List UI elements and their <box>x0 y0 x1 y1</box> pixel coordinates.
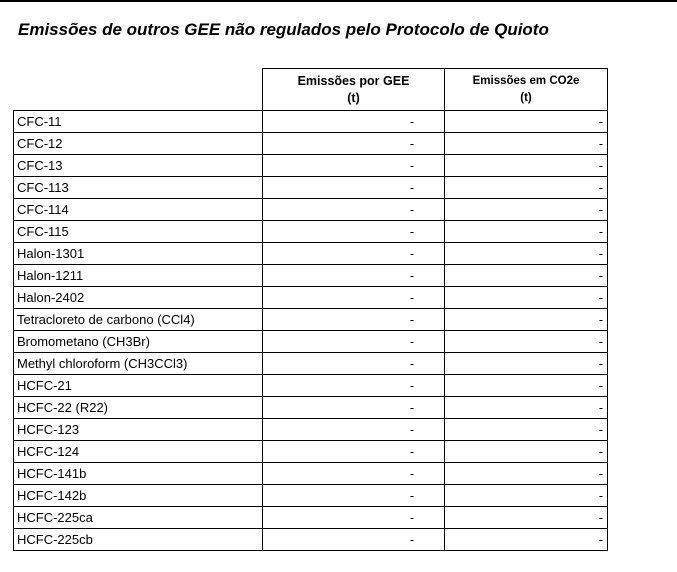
emissions-gee-cell: - <box>263 419 445 441</box>
emissions-gee-cell: - <box>263 441 445 463</box>
emissions-co2e-cell: - <box>445 485 608 507</box>
emissions-gee-cell: - <box>263 485 445 507</box>
page-title: Emissões de outros GEE não regulados pelo Protocolo de Quioto <box>18 20 549 39</box>
emissions-co2e-cell: - <box>445 309 608 331</box>
table-row <box>14 331 608 353</box>
emissions-gee-cell: - <box>263 287 445 309</box>
gas-name-cell: HCFC-142b <box>14 485 263 507</box>
emissions-gee-cell: - <box>263 331 445 353</box>
emissions-gee-cell: - <box>263 155 445 177</box>
header-emissions-co2e-label: Emissões em CO2e <box>472 74 580 87</box>
gas-name-cell: Halon-1301 <box>14 243 263 265</box>
table-row <box>14 199 608 221</box>
table-row <box>14 419 608 441</box>
emissions-gee-cell: - <box>263 397 445 419</box>
emissions-gee-cell: - <box>263 375 445 397</box>
emissions-gee-cell: - <box>263 463 445 485</box>
gas-name-cell: Halon-2402 <box>14 287 263 309</box>
table-row <box>14 529 608 551</box>
header-emissions-gee-label: Emissões por GEE <box>297 73 410 88</box>
table-row <box>14 221 608 243</box>
table-row <box>14 265 608 287</box>
table-row <box>14 133 608 155</box>
table-row <box>14 507 608 529</box>
gas-name-cell: HCFC-141b <box>14 463 263 485</box>
emissions-co2e-cell: - <box>445 507 608 529</box>
gas-name-cell: CFC-12 <box>14 133 263 155</box>
table-row <box>14 287 608 309</box>
emissions-co2e-cell: - <box>445 419 608 441</box>
gas-name-cell: Methyl chloroform (CH3CCl3) <box>14 353 263 375</box>
header-emissions-co2e-unit: (t) <box>520 91 532 104</box>
gas-name-cell: CFC-114 <box>14 199 263 221</box>
emissions-co2e-cell: - <box>445 463 608 485</box>
table-row <box>14 155 608 177</box>
emissions-gee-cell: - <box>263 177 445 199</box>
emissions-co2e-cell: - <box>445 177 608 199</box>
emissions-gee-cell: - <box>263 507 445 529</box>
emissions-gee-cell: - <box>263 353 445 375</box>
table-header-row <box>14 69 608 111</box>
gas-name-cell: CFC-13 <box>14 155 263 177</box>
table-row <box>14 243 608 265</box>
gas-name-cell: CFC-11 <box>14 111 263 133</box>
header-emissions-gee-unit: (t) <box>347 90 360 105</box>
header-emissions-co2e <box>445 69 608 111</box>
emissions-gee-cell: - <box>263 199 445 221</box>
table-row <box>14 309 608 331</box>
table-row <box>14 397 608 419</box>
emissions-co2e-cell: - <box>445 133 608 155</box>
emissions-gee-cell: - <box>263 529 445 551</box>
header-empty-cell <box>14 69 263 111</box>
emissions-co2e-cell: - <box>445 353 608 375</box>
table-row <box>14 485 608 507</box>
emissions-gee-cell: - <box>263 221 445 243</box>
gas-name-cell: HCFC-225ca <box>14 507 263 529</box>
emissions-co2e-cell: - <box>445 375 608 397</box>
emissions-table <box>13 68 608 551</box>
table-row <box>14 463 608 485</box>
emissions-co2e-cell: - <box>445 221 608 243</box>
emissions-co2e-cell: - <box>445 199 608 221</box>
emissions-co2e-cell: - <box>445 441 608 463</box>
emissions-co2e-cell: - <box>445 155 608 177</box>
gas-name-cell: HCFC-123 <box>14 419 263 441</box>
emissions-co2e-cell: - <box>445 331 608 353</box>
table-row <box>14 375 608 397</box>
emissions-co2e-cell: - <box>445 265 608 287</box>
emissions-co2e-cell: - <box>445 529 608 551</box>
top-rule <box>0 0 677 2</box>
gas-name-cell: Bromometano (CH3Br) <box>14 331 263 353</box>
gas-name-cell: HCFC-21 <box>14 375 263 397</box>
gas-name-cell: Tetracloreto de carbono (CCl4) <box>14 309 263 331</box>
emissions-gee-cell: - <box>263 133 445 155</box>
gas-name-cell: HCFC-225cb <box>14 529 263 551</box>
table-row <box>14 353 608 375</box>
gas-name-cell: HCFC-124 <box>14 441 263 463</box>
emissions-gee-cell: - <box>263 309 445 331</box>
table-row <box>14 441 608 463</box>
gas-name-cell: Halon-1211 <box>14 265 263 287</box>
emissions-gee-cell: - <box>263 111 445 133</box>
emissions-gee-cell: - <box>263 243 445 265</box>
emissions-co2e-cell: - <box>445 243 608 265</box>
emissions-co2e-cell: - <box>445 111 608 133</box>
table-row <box>14 111 608 133</box>
table-row <box>14 177 608 199</box>
gas-name-cell: CFC-115 <box>14 221 263 243</box>
gas-name-cell: HCFC-22 (R22) <box>14 397 263 419</box>
gas-name-cell: CFC-113 <box>14 177 263 199</box>
emissions-gee-cell: - <box>263 265 445 287</box>
emissions-co2e-cell: - <box>445 397 608 419</box>
header-emissions-gee <box>263 69 445 111</box>
emissions-co2e-cell: - <box>445 287 608 309</box>
